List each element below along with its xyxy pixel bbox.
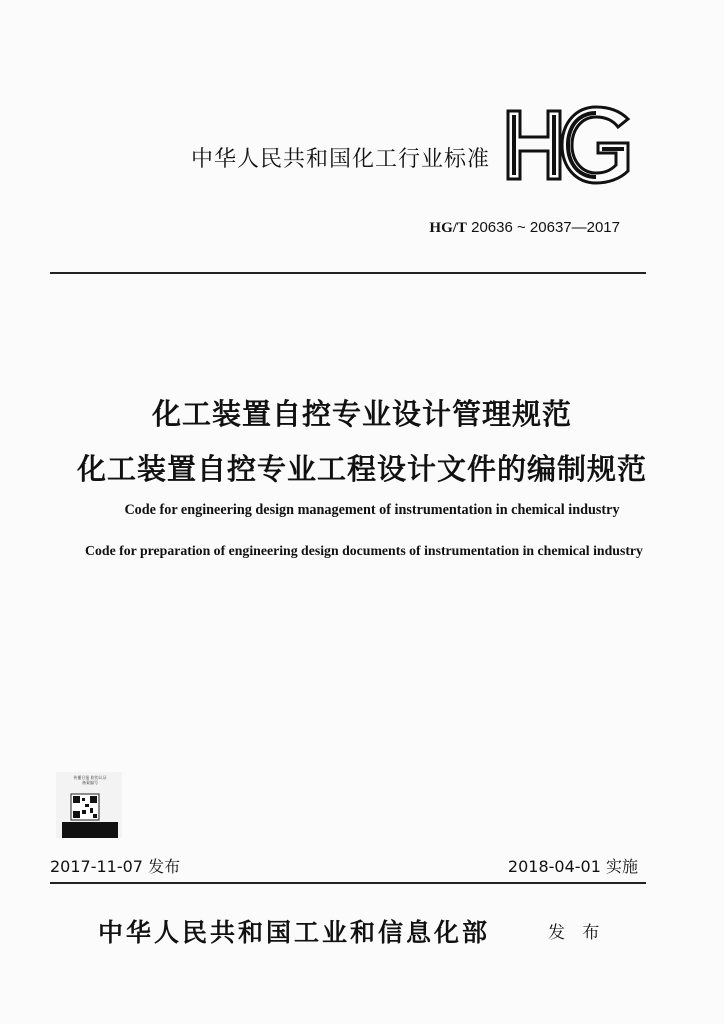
title-cn-line1: 化工装置自控专业设计管理规范 [151,397,572,431]
stamp-text [58,775,122,785]
title-cn-line2: 化工装置自控专业工程设计文件的编制规范 [76,452,647,486]
bottom-divider [50,882,646,884]
title-en-line1: Code for engineering design management of instrumentation in chemical industry [124,502,620,518]
top-divider [50,272,646,274]
stamp-line1: 传播日报 防伪认证 [73,775,107,780]
issue-date: 2017-11-07 发布 [50,857,181,876]
stamp-line2: 备案编号 [82,780,98,785]
svg-text:HG: HG [500,105,502,106]
title-en-line2: Code for preparation of engineering design documents of instrumentation in chemical industry [85,543,643,558]
standard-number-value: 20636 ~ 20637—2017 [471,219,620,236]
implementation-date: 2018-04-01 实施 [507,857,638,876]
hg-logo [500,105,635,185]
issuing-authority: 中华人民共和国工业和信息化部 [98,918,491,947]
standard-prefix: HG/T [429,220,467,236]
standard-category: 中华人民共和国化工行业标准 [190,147,490,172]
publish-label: 发 布 [548,923,606,943]
standard-number [380,219,620,237]
